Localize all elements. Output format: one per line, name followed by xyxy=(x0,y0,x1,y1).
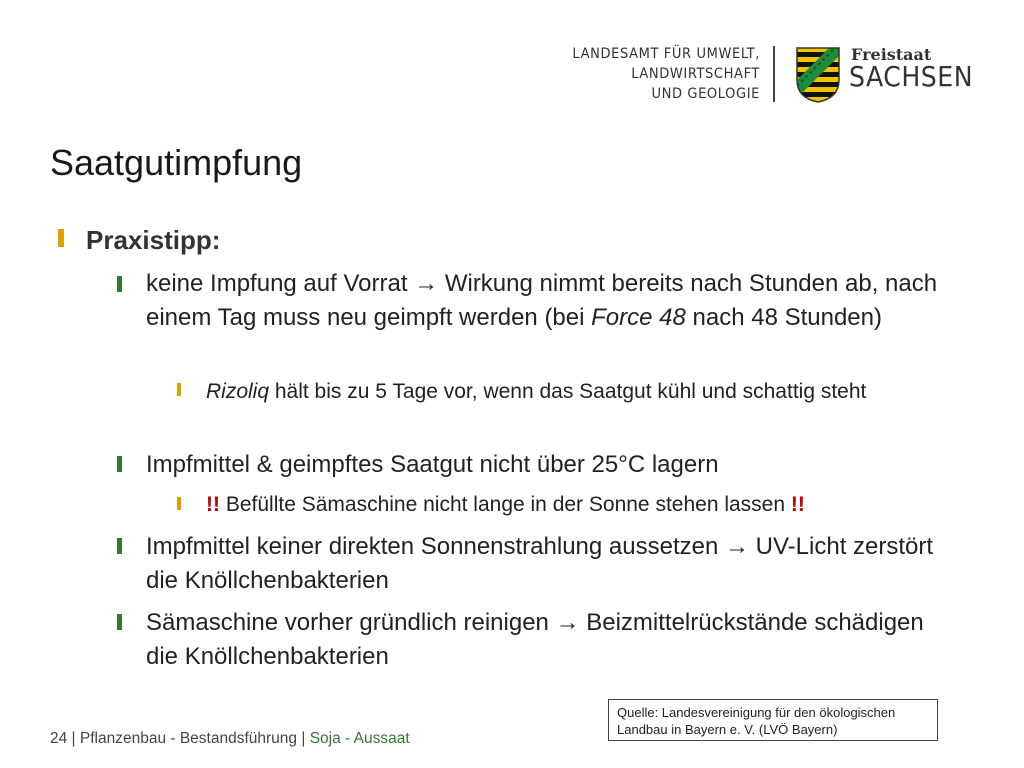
list-item: Impfmittel keiner direkten Sonnenstrahlung aussetzen → UV-Licht zerstört die Knöllchenbakterien xyxy=(146,533,934,594)
bullet-icon xyxy=(117,614,122,630)
list-item-text: keine Impfung auf Vorrat → Wirkung nimmt bereits nach Stunden ab, nach einem Tag muss neu geimpft werden (bei xyxy=(146,270,938,331)
alert-mark: !! xyxy=(206,493,220,516)
alert-mark: !! xyxy=(790,493,805,516)
agency-line-1: LANDESAMT FÜR UMWELT, xyxy=(572,46,760,62)
agency-line-2: LANDWIRTSCHAFT xyxy=(631,66,760,82)
footer-section: Pflanzenbau - Bestandsführung xyxy=(79,730,298,747)
sub-list-item xyxy=(206,489,986,520)
bullet-icon xyxy=(117,538,122,554)
agency-name xyxy=(560,44,760,104)
sub-list-item-text: Befüllte Sämaschine nicht lange in der Sonne stehen lassen xyxy=(220,493,791,516)
product-name: Rizoliq xyxy=(206,380,270,403)
sub-list-item-text: hält bis zu 5 Tage vor, wenn das Saatgut kühl und schattig steht xyxy=(269,380,867,403)
list-item-text: nach 48 Stunden) xyxy=(685,304,882,331)
agency-line-3: UND GEOLOGIE xyxy=(651,86,760,102)
footer xyxy=(50,730,410,748)
sub-list-item xyxy=(206,376,966,407)
footer-separator: | xyxy=(67,730,80,747)
list-item: Impfmittel & geimpftes Saatgut nicht über 25°C lagern xyxy=(146,451,719,478)
footer-topic: Soja - Aussaat xyxy=(309,730,410,747)
source-citation: Quelle: Landesvereinigung für den ökologischen Landbau in Bayern e. V. (LVÖ Bayern) xyxy=(608,699,938,741)
bullet-icon xyxy=(117,456,122,472)
list-item xyxy=(146,267,986,335)
state-label-small: Freistaat xyxy=(851,45,932,64)
page-number: 24 xyxy=(50,730,68,747)
bullet-icon xyxy=(177,383,181,396)
bullet-icon xyxy=(117,276,122,292)
product-name: Force 48 xyxy=(591,304,686,331)
bullet-icon xyxy=(177,497,181,510)
logo-divider xyxy=(773,46,775,102)
footer-separator: | xyxy=(297,730,310,747)
state-label-big: SACHSEN xyxy=(849,60,974,93)
bullet-icon xyxy=(58,229,64,247)
list-item: Sämaschine vorher gründlich reinigen → Beizmittelrückstände schädigen die Knöllchenbakterien xyxy=(146,609,924,670)
section-heading: Praxistipp: xyxy=(86,225,221,255)
saxony-crest-icon xyxy=(795,46,841,104)
page-title: Saatgutimpfung xyxy=(50,142,303,183)
